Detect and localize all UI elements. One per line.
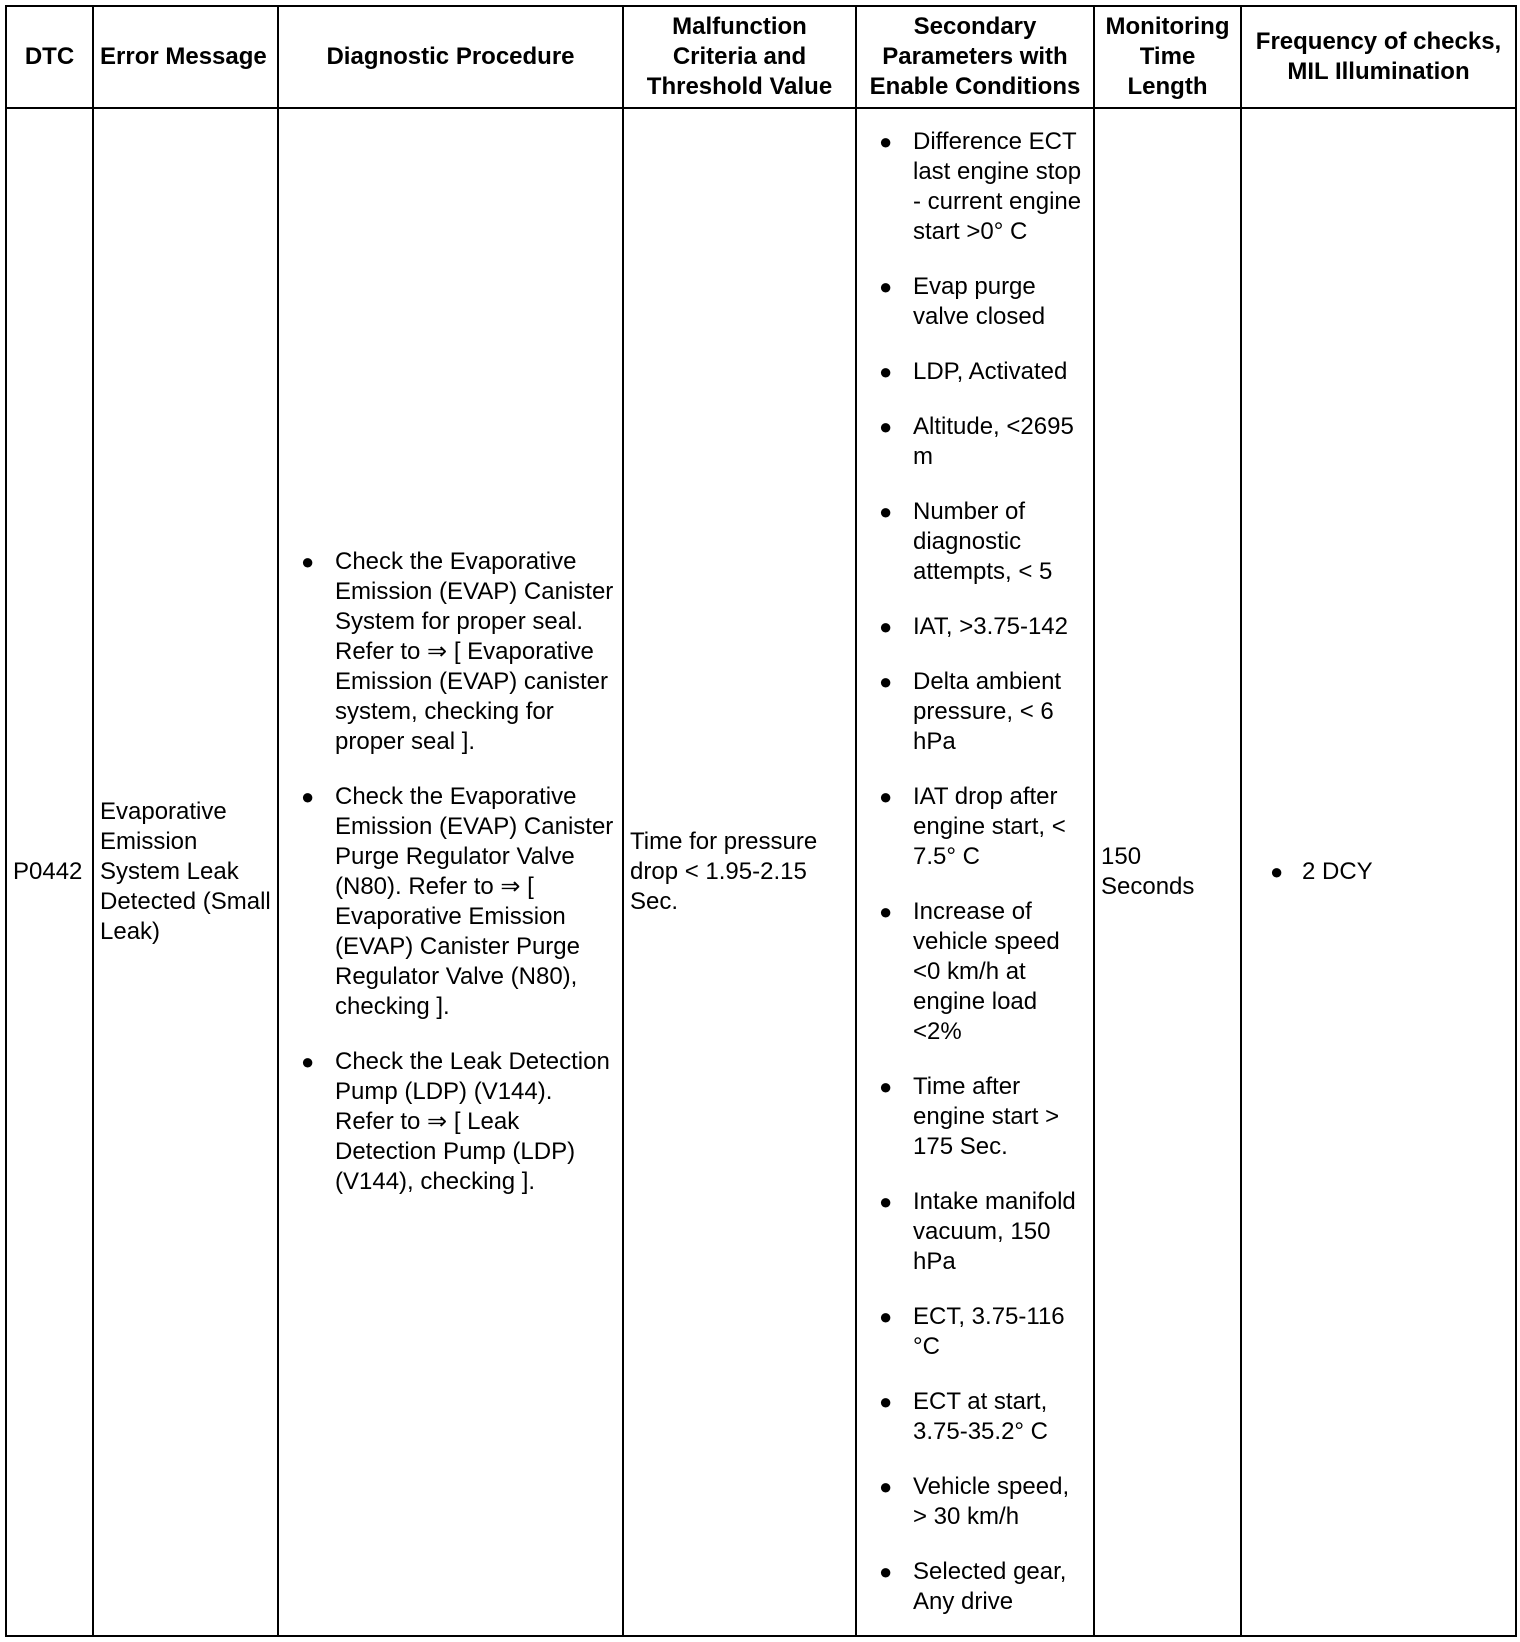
malfunction-criteria: Time for pressure drop < 1.95-2.15 Sec. [623, 108, 856, 1636]
parameter-item: ● ECT, 3.75-116 °C [863, 1302, 1087, 1362]
parameter-item: ● Increase of vehicle speed <0 km/h at engine load <2% [863, 897, 1087, 1047]
parameter-item: ● ECT at start, 3.75-35.2° C [863, 1387, 1087, 1447]
dtc-table [5, 5, 1517, 1637]
parameter-item: ● LDP, Activated [863, 357, 1087, 387]
header-frequency: Frequency of checks, MIL Illumination [1241, 6, 1516, 108]
header-dtc: DTC [6, 6, 93, 108]
procedure-item: ● Check the Leak Detection Pump (LDP) (V144). Refer to ⇒ [ Leak Detection Pump (LDP) (V144), checking ]. [285, 1047, 616, 1197]
frequency-cell [1241, 108, 1516, 1636]
error-message: Evaporative Emission System Leak Detected (Small Leak) [93, 108, 278, 1636]
procedure-item: ● Check the Evaporative Emission (EVAP) Canister System for proper seal. Refer to ⇒ [ Evaporative Emission (EVAP) canister system, checking for proper seal ]. [285, 547, 616, 757]
diagnostic-procedure-list [285, 547, 616, 1197]
header-diagnostic-procedure: Diagnostic Procedure [278, 6, 623, 108]
frequency-list [1248, 857, 1509, 887]
parameter-item: ● Evap purge valve closed [863, 272, 1087, 332]
secondary-parameters-cell [856, 108, 1094, 1636]
secondary-parameters-list [863, 127, 1087, 1617]
header-secondary-parameters: Secondary Parameters with Enable Conditions [856, 6, 1094, 108]
parameter-item: ● Selected gear, Any drive [863, 1557, 1087, 1617]
parameter-item: ● Difference ECT last engine stop - current engine start >0° C [863, 127, 1087, 247]
parameter-item: ● Delta ambient pressure, < 6 hPa [863, 667, 1087, 757]
parameter-item: ● IAT, >3.75-142 [863, 612, 1087, 642]
header-error-message: Error Message [93, 6, 278, 108]
parameter-item: ● Vehicle speed, > 30 km/h [863, 1472, 1087, 1532]
table-row [6, 108, 1516, 1636]
header-row [6, 6, 1516, 108]
parameter-item: ● Number of diagnostic attempts, < 5 [863, 497, 1087, 587]
parameter-item: ● Altitude, <2695 m [863, 412, 1087, 472]
dtc-code: P0442 [6, 108, 93, 1636]
parameter-item: ● Time after engine start > 175 Sec. [863, 1072, 1087, 1162]
diagnostic-procedure-cell [278, 108, 623, 1636]
monitoring-time: 150 Seconds [1094, 108, 1241, 1636]
parameter-item: ● IAT drop after engine start, < 7.5° C [863, 782, 1087, 872]
header-malfunction-criteria: Malfunction Criteria and Threshold Value [623, 6, 856, 108]
parameter-item: ● Intake manifold vacuum, 150 hPa [863, 1187, 1087, 1277]
header-monitoring-time: Monitoring Time Length [1094, 6, 1241, 108]
frequency-item: ● 2 DCY [1248, 857, 1509, 887]
procedure-item: ● Check the Evaporative Emission (EVAP) Canister Purge Regulator Valve (N80). Refer to ⇒ [ Evaporative Emission (EVAP) Canister Purge Regulator Valve (N80), checking ]. [285, 782, 616, 1022]
